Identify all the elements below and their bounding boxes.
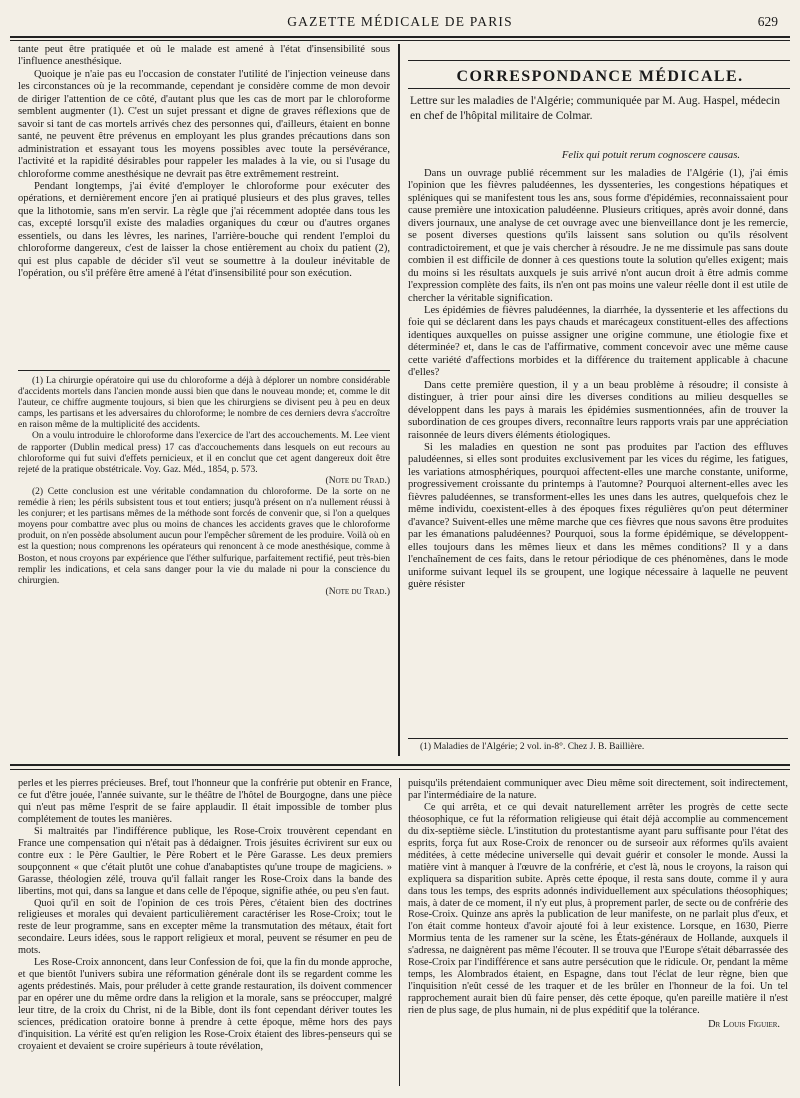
section-rule (408, 88, 790, 89)
footnote: (1) La chirurgie opératoire qui use du chloroforme a déjà à déplorer un nombre considérable d'accidents mortels dans l'ancien monde aussi bien que dans le nouveau monde; et, comme le dit l'auteur, ce chiffre augmente toujours, si bien que les chirurgiens se divisent peu à peu en deux camps, les partisans et les adversaires du chloroforme; le nombre de ces derniers devra s'accroître en raison même de la multiplicité des accidents. (18, 376, 390, 431)
right-column-body (408, 168, 788, 732)
paragraph: puisqu'ils prétendaient communiquer avec Dieu même soit directement, soit indirectement, par l'intermédiaire de la nature. (408, 778, 788, 801)
paragraph: tante peut être pratiquée et où le malade est amené à l'état d'insensibilité sous l'influence anesthésique. (18, 44, 390, 68)
feuilleton-rule-thin (10, 769, 790, 770)
bottom-column-divider (399, 778, 400, 1086)
motto: Felix qui potuit rerum cognoscere causas. (561, 150, 740, 161)
feuilleton-right (408, 778, 788, 1090)
paragraph: Quoi qu'il en soit de l'opinion de ces trois Pères, c'étaient bien des doctrines religieuses et morales qui devaient particulièrement caractériser les Rose-Croix; tout le reste de leur programme, sans en excepter même la transmutation des métaux, était fort secondaire. Leurs idées, sous le rapport religieux et moral, peuvent se résumer en peu de mots. (18, 897, 392, 957)
paragraph: Dans cette première question, il y a un beau problème à résoudre; il consiste à distinguer, à trier pour ainsi dire les diverses conditions au milieu desquelles se développent dans les pays à marais les épidémies susmentionnées, afin de trouver la subordination de ces groupes divers, reconnaître leurs rapports vrais par une appréciation raisonnée de leurs divers éléments étiologiques. (408, 379, 788, 441)
section-rule (408, 60, 790, 61)
page-number: 629 (757, 14, 778, 29)
feuilleton-rule (10, 764, 790, 766)
page-header (0, 12, 800, 34)
signature: Dr Louis Figuier. (708, 1019, 780, 1031)
footnote-separator (408, 738, 788, 739)
section-title: CORRESPONDANCE MÉDICALE. (456, 68, 744, 85)
letter-intro: Lettre sur les maladies de l'Algérie; communiquée par M. Aug. Haspel, médecin en chef de l'hôpital militaire de Colmar. (410, 95, 780, 122)
top-column-divider (398, 44, 400, 756)
footnote: (2) Cette conclusion est une véritable condamnation du chloroforme. De la sorte on ne remédie à rien; les périls subsistent tous et tout entiers; jusqu'à présent on n'a nullement réussi à les conjurer; et les partisans mêmes de la méthode sont forcés de convenir que, si l'on a quelques moyens pour combattre avec plus ou moins de chances les accidents graves que le chloroforme produit, on n'en possède absolument aucun pour l'empêcher sûrement de les produire. Voilà où en est la question; nous comprenons les opérateurs qui renoncent à ce mode anesthésique, comme à Boston, et nous croyons par expérience que l'éther sulfurique, parfaitement rectifié, peut très-bien remplir les indications, et cela sans danger pour la vie du malade ni pour la conscience du chirurgien. (18, 486, 390, 586)
right-footnote: (1) Maladies de l'Algérie; 2 vol. in-8°. Chez J. B. Baillière. (420, 742, 645, 752)
paragraph: Quoique je n'aie pas eu l'occasion de constater l'utilité de l'injection veineuse dans les circonstances où je la recommande, cependant je considère comme de mon devoir de diriger l'attention de ce côté, d'autant plus que les cas de mort par le chloroforme semblent augmenter (1). C'est un sujet pressant et digne de graves réflexions que de savoir si tant de cas mortels arrivés chez des personnes qui, d'ailleurs, étaient en bonne santé, ne peuvent être prévenus en employant les plus grandes précautions dans son administration et essayant tous les moyens possibles avec toute la persévérance, l'activité et la rapidité désirables pour rappeler les malades à la vie, ou si l'usage du chloroforme comme anesthésique ne devrait pas être extrêmement restreint. (18, 68, 390, 180)
paragraph: perles et les pierres précieuses. Bref, tout l'honneur que la confrérie put obtenir en France, ce fut d'être jouée, l'année suivante, sur le théâtre de l'hôtel de Bourgogne, dans une pièce qui n'eut pas même l'esprit de se faire applaudir. Il était impossible de tomber plus complétement de toutes les manières. (18, 778, 392, 825)
paragraph: Pendant longtemps, j'ai évité d'employer le chloroforme pour exécuter des opérations, et dernièrement encore j'en ai pratiqué plusieurs et des plus graves, telles que la lithotomie, sans m'en servir. La règle que j'ai récemment adoptée dans tous les cas, excepté lorsqu'il existe des maladies organiques du cœur ou d'autres organes essentiels, ou dans les lèvres, les narines, l'arrière-bouche qui rendent l'emploi du chloroforme dangereux, c'est de laisser la chose entièrement au choix du patient (2), qui est plus capable de décider s'il veut se soumettre à la douleur inévitable de l'opération, ou s'il préfère être amené à l'état d'insensibilité pour son exécution. (18, 180, 390, 280)
header-rule (10, 36, 790, 38)
paragraph: Dans un ouvrage publié récemment sur les maladies de l'Algérie (1), j'ai émis l'opinion que les fièvres paludéennes, les dyssenteries, les congestions hépatiques et spléniques qui se manifestent tous les ans, sous forme d'épidémies, reconnaissaient pour cause première une intoxication paludéenne. Plusieurs critiques, après avoir donné, dans divers journaux, une analyse de cet ouvrage avec une bienveillance dont je les remercie, se posent diverses questions qu'ils laissent sans solution ou qu'ils résolvent contradictoirement, et que je vais chercher à résoudre. Je ne me dissimule pas sans doute combien il est difficile de donner à ces questions toute la solution qu'elles exigent; mais du moins si les résultats auxquels je suis arrivé n'ont aucun droit à être admis comme l'expression complète des faits, ils n'en ont pas moins une valeur réelle dont il est utile de chercher la véritable signification. (408, 168, 788, 304)
left-footnotes (18, 376, 390, 658)
paragraph: Les Rose-Croix annoncent, dans leur Confession de foi, que la fin du monde approche, et que bientôt l'univers subira une réformation générale dont ils se regardent comme les agents prédestinés. Mais, pour préluder à cette grande restauration, ils doivent commencer par en opérer une du même ordre dans la religion et la morale, sans se préoccuper, malgré leur titre, de la croix du Christ, ni de la Bible, dont ils font cependant dériver toutes les sciences, prédication oratoire bonne à prendre à cette époque, même hors des pays d'inquisition. La vérité est qu'en religion les Rose-Croix étaient des libres-penseurs qui se croyaient et devaient se croire supérieurs à toute révélation, (18, 957, 392, 1052)
footnote-separator (18, 370, 390, 371)
feuilleton-left (18, 778, 392, 1086)
paragraph: Les épidémies de fièvres paludéennes, la diarrhée, la dyssenterie et les affections du foie qui se déclarent dans les pays chauds et marécageux constituent-elles des affections identiques auxquelles on puisse assigner une origine commune, une étiologie fixe et déterminée? et, dans le cas de l'affirmative, comment concevoir avec une même cause cette variété d'affections morbides et la différence du traitement applicable à chacune d'elles? (408, 304, 788, 379)
footnote: On a voulu introduire le chloroforme dans l'exercice de l'art des accouchements. M. Lee vient de rapporter (Dublin medical press) 17 cas d'accouchements dans lesquels on eut recours au chloroforme qui fut suivi d'effets pernicieux, et il en conclut que cet agent dangereux doit être rejeté de la pratique obstétricale. Voy. Gaz. Méd., 1854, p. 573. (18, 431, 390, 475)
note-du-trad: (Note du Trad.) (325, 586, 390, 597)
left-column-body (18, 44, 390, 362)
paragraph: Ce qui arrêta, et ce qui devait naturellement arrêter les progrès de cette secte théosophique, ce fut la réformation religieuse qui était déjà accomplie au commencement du dix-septième siècle. L'institution du protestantisme ayant paru suffisante pour l'état des esprits, força fut aux Rose-Croix de renoncer ou de surseoir aux réformes qu'ils avaient méditées, à cette médecine universelle qui devait guérir et consoler le monde. Aussi la matière vint à manquer à l'œuvre de la confrérie, et c'est là, nous le croyons, la raison qui expliquera sa disparition subite. Après cette époque, il resta sans doute, comme il y aura dans tous les temps, des esprits adonnés individuellement aux spéculations théosophiques; mais, à dater de ce moment, il n'y eut plus, à proprement parler, de secte ou de confrérie des Rose-Croix. Quinze ans après la publication de leur manifeste, on ne parlait plus d'eux, et l'on était comme honteux d'avoir ajouté foi à leur existence. Lorsque, en 1630, Pierre Mormius tenta de les ramener sur la scène, les États-généraux de Hollande, auxquels il s'adressa, ne daignèrent pas même l'écouter. Il se trouva que l'Europe s'était débarrassée des Rose-Croix par l'indifférence et sans autre persécution que le ridicule. Or, pendant la même temps, les Alombrados étaient, en Espagne, dans tout l'éclat de leur règne, bien que l'inquisition n'eût cessé de les traquer et de les brûler en l'honneur de la foi. Un tel rapprochement aurait bien dû faire penser, dès cette époque, qu'en pareille matière il n'est rien de plus sage, de plus humain, ni de plus expéditif que la tolérance. (408, 801, 788, 1017)
note-du-trad: (Note du Trad.) (325, 475, 390, 486)
paragraph: Si les maladies en question ne sont pas produites par l'action des effluves paludéennes, si elles sont produites exclusivement par les vices du régime, les fatigues, les variations atmosphériques, pourquoi affectent-elles une marche constante, uniforme, progressivement croissante du printemps à l'automne? Pourquoi alternent-elles avec les fièvres paludéennes, se transforment-elles les unes dans les autres, quelquefois chez le même individu, coexistent-elles à des époques fixes régulières qu'on peut déterminer d'avance? Suivent-elles une même marche que ces fièvres que nous savons être produites par les émanations paludéennes? Pourquoi, sous la forme épidémique, se développent-elles toujours dans les mêmes lieux et dans les mêmes conditions? Il y a dans l'enchaînement de ces faits, dans le retour périodique de ces phénomènes, dans le mode uniforme suivant lequel ils se groupent, une logique nécessaire à laquelle ne peuvent guère résister (408, 441, 788, 590)
header-rule-thin (10, 40, 790, 41)
journal-title: GAZETTE MÉDICALE DE PARIS (287, 14, 513, 29)
paragraph: Si maltraités par l'indifférence publique, les Rose-Croix trouvèrent cependant en France une compensation qui n'était pas à dédaigner. Trois jésuites écrivirent sur eux ou contre eux : le Père Gaultier, le Père Robert et le Père Garasse. Les deux premiers soupçonnent « que c'était plutôt une cohue d'anabaptistes qu'une troupe de magiciens. » Garasse, théologien zélé, trouva qu'il fallait ranger les Rose-Croix dans la bande des libertins, mot qui, dans sa langue et dans celle de l'époque, signifie athée, ou peu s'en faut. (18, 825, 392, 897)
